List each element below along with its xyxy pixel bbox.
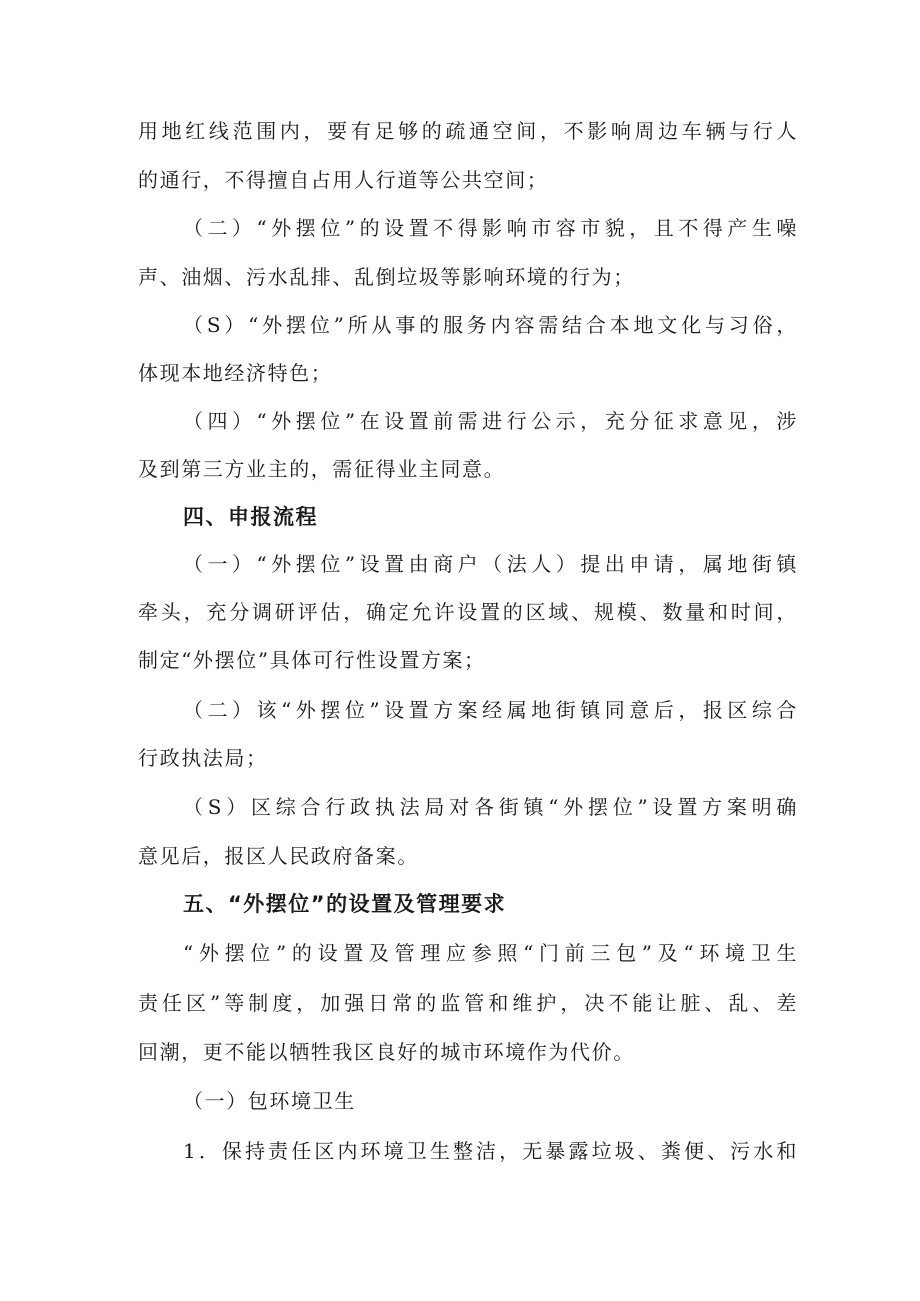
body-text-line: 意见后，报区人民政府备案。 xyxy=(138,844,419,868)
body-text-line: 体现本地经济特色； xyxy=(138,361,333,385)
body-text-line: 1．保持责任区内环境卫生整洁，无暴露垃圾、粪便、污水和 xyxy=(183,1139,798,1163)
body-text-line: 声、油烟、污水乱排、乱倒垃圾等影响环境的行为； xyxy=(138,265,635,289)
body-text-line: 制定“外摆位”具体可行性设置方案； xyxy=(138,648,486,672)
body-text-line: “外摆位”的设置及管理应参照“门前三包”及“环境卫生 xyxy=(183,941,798,965)
section-heading: 四、申报流程 xyxy=(183,505,318,529)
body-text-line: （二）“外摆位”的设置不得影响市容市貌，且不得产生噪 xyxy=(183,216,798,240)
body-text-line: 牵头，充分调研评估，确定允许设置的区域、规模、数量和时间， xyxy=(138,600,798,624)
body-text-line: 及到第三方业主的，需征得业主同意。 xyxy=(138,457,506,481)
body-text-line: （一）“外摆位”设置由商户（法人）提出申请，属地街镇 xyxy=(183,552,798,576)
body-text-line: （S）区综合行政执法局对各街镇“外摆位”设置方案明确 xyxy=(183,795,798,819)
body-text-line: 责任区”等制度，加强日常的监管和维护，决不能让脏、乱、差 xyxy=(138,991,798,1015)
body-text-line: （四）“外摆位”在设置前需进行公示，充分征求意见，涉 xyxy=(183,409,798,433)
body-text-line: 回潮，更不能以牺牲我区良好的城市环境作为代价。 xyxy=(138,1040,635,1064)
body-text-line: （二）该“外摆位”设置方案经属地街镇同意后，报区综合 xyxy=(183,698,798,722)
body-text-line: 的通行，不得擅自占用人行道等公共空间； xyxy=(138,168,549,192)
section-heading: 五、“外摆位”的设置及管理要求 xyxy=(183,892,507,916)
body-text-line: （S）“外摆位”所从事的服务内容需结合本地文化与习俗， xyxy=(183,313,798,337)
body-text-line: 行政执法局； xyxy=(138,746,268,770)
subsection-heading: （一）包环境卫生 xyxy=(183,1089,356,1113)
body-text-line: 用地红线范围内，要有足够的疏通空间，不影响周边车辆与行人 xyxy=(138,119,798,143)
